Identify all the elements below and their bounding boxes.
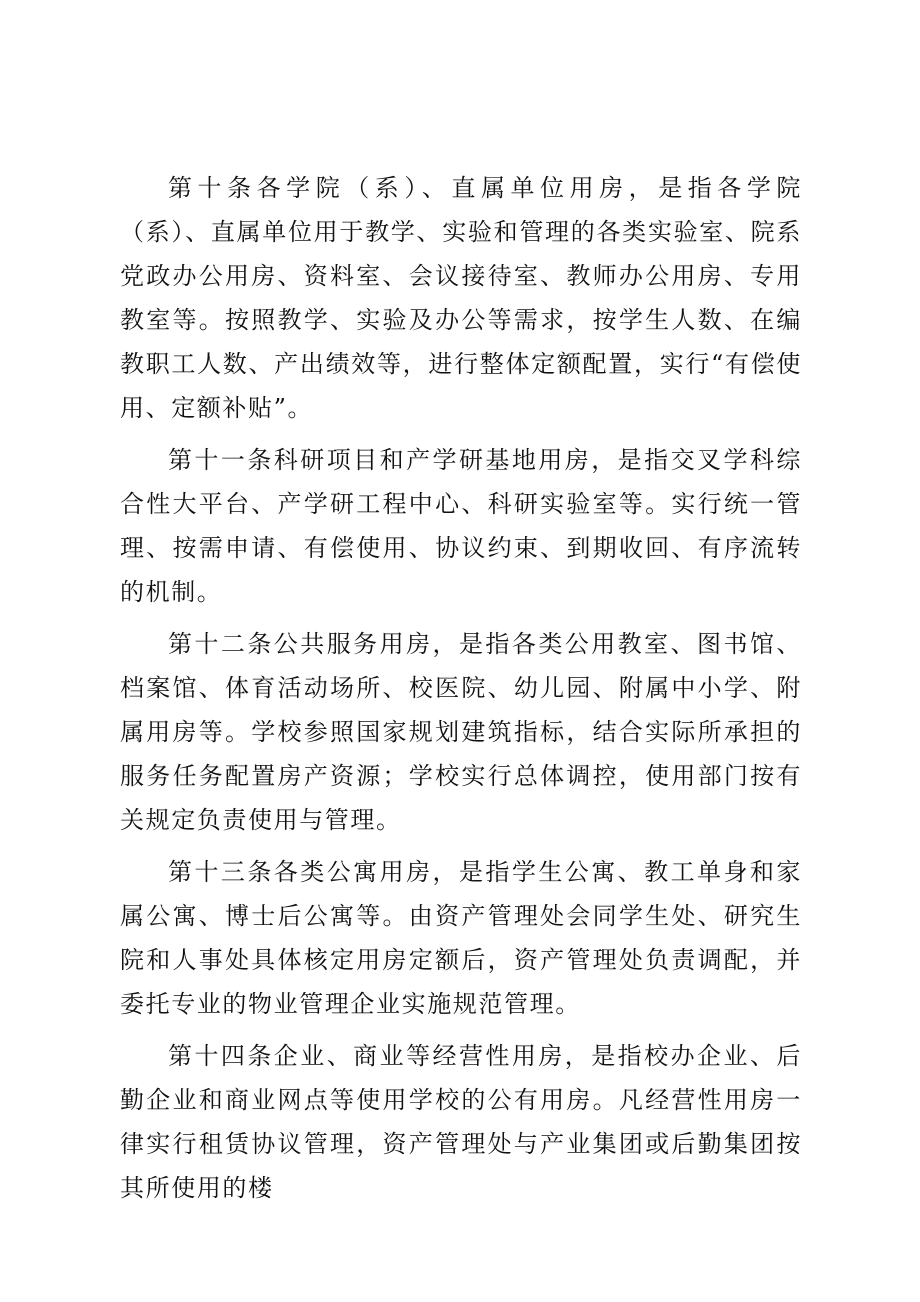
article-10-paragraph: 第十条各学院（系）、直属单位用房，是指各学院（系）、直属单位用于教学、实验和管理的各类实验室、院系党政办公用房、资料室、会议接待室、教师办公用房、专用教室等。按照教学、实验及办公等需求，按学生人数、在编教职工人数、产出绩效等，进行整体定额配置，实行“有偿使用、定额补贴”。: [120, 174, 802, 422]
document-body: [120, 166, 802, 1218]
article-11-paragraph: 第十一条科研项目和产学研基地用房，是指交叉学科综合性大平台、产学研工程中心、科研实验室等。实行统一管理、按需申请、有偿使用、协议约束、到期收回、有序流转的机制。: [120, 446, 802, 606]
article-14-paragraph: 第十四条企业、商业等经营性用房，是指校办企业、后勤企业和商业网点等使用学校的公有用房。凡经营性用房一律实行租赁协议管理，资产管理处与产业集团或后勤集团按其所使用的楼: [120, 1042, 802, 1202]
article-13-paragraph: 第十三条各类公寓用房，是指学生公寓、教工单身和家属公寓、博士后公寓等。由资产管理处会同学生处、研究生院和人事处具体核定用房定额后，资产管理处负责调配，并委托专业的物业管理企业实施规范管理。: [120, 858, 802, 1018]
article-12-paragraph: 第十二条公共服务用房，是指各类公用教室、图书馆、档案馆、体育活动场所、校医院、幼儿园、附属中小学、附属用房等。学校参照国家规划建筑指标，结合实际所承担的服务任务配置房产资源；学校实行总体调控，使用部门按有关规定负责使用与管理。: [120, 630, 802, 834]
